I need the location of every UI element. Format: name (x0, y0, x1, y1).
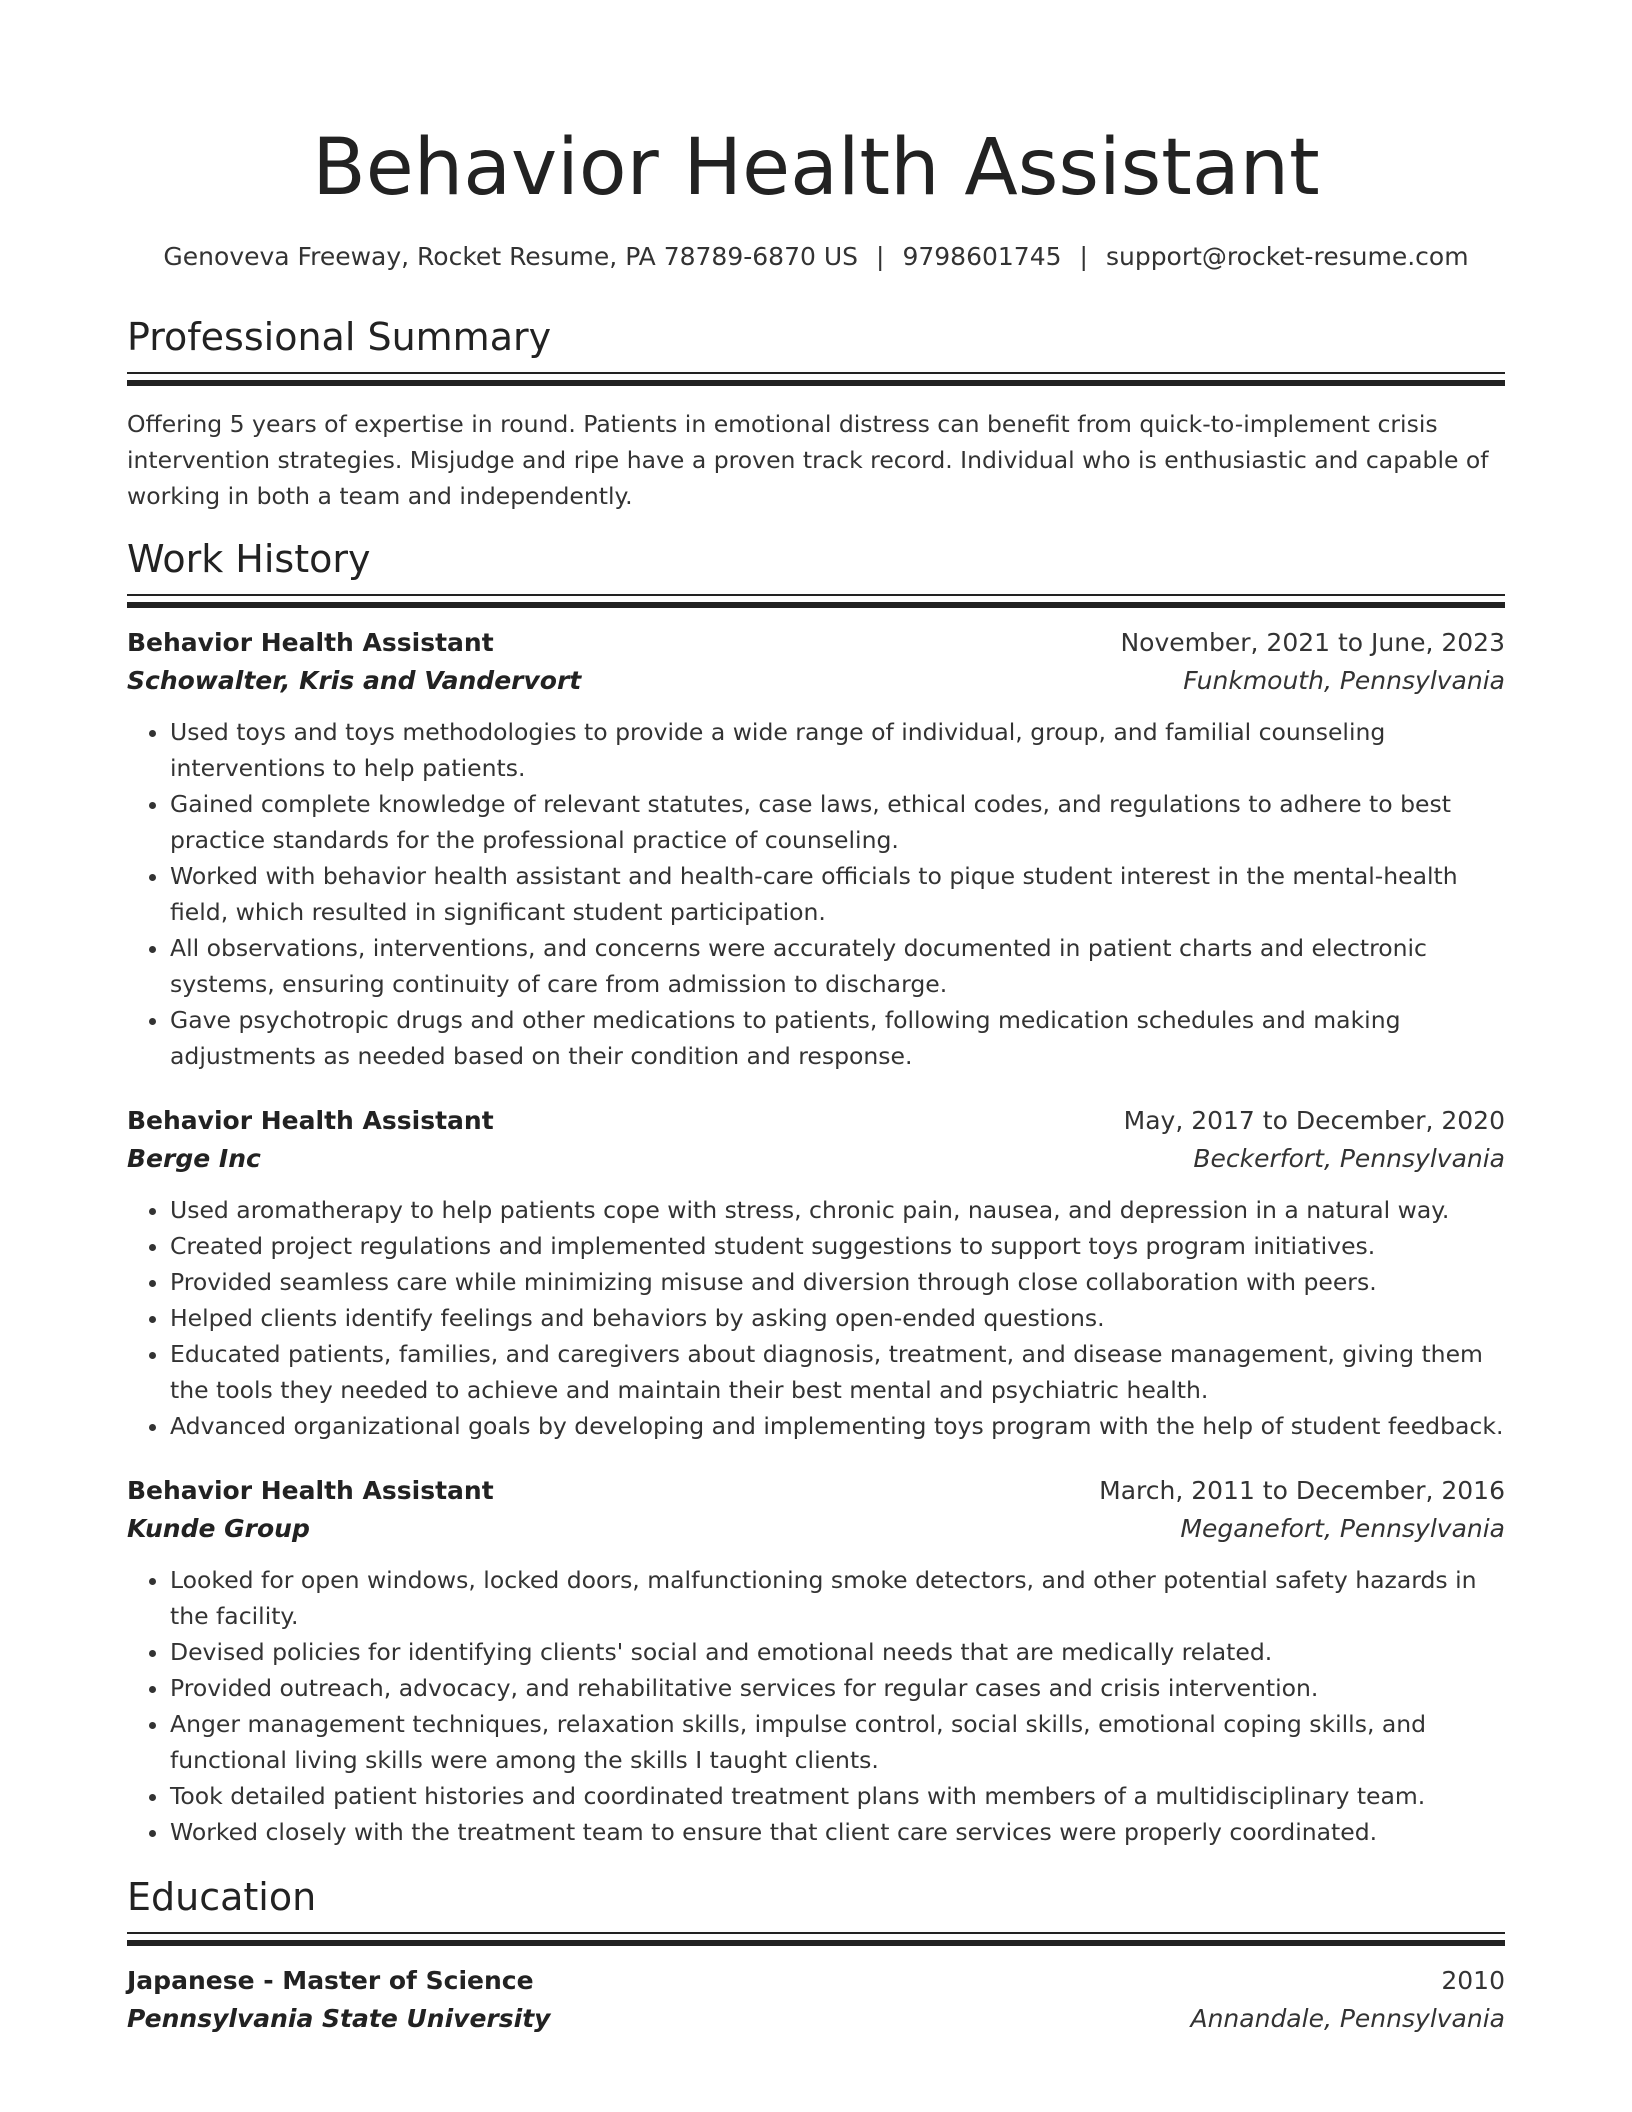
job-company: Kunde Group (127, 1514, 310, 1543)
job-location: Beckerfort, Pennsylvania (1193, 1144, 1505, 1173)
job-bullet: • Used toys and toys methodologies to provide a wide range of individual, group, and familial counseling interventions to help patients. (170, 714, 1505, 786)
section-divider (127, 372, 1505, 386)
education-location: Annandale, Pennsylvania (1190, 2004, 1505, 2033)
job-entry (127, 1472, 1505, 1850)
job-header-row (127, 624, 1505, 662)
contact-address: Genoveva Freeway, Rocket Resume, PA 78789-6870 US (163, 242, 859, 271)
job-bullet: • Used aromatherapy to help patients cope with stress, chronic pain, nausea, and depression in a natural way. (170, 1192, 1505, 1228)
contact-line (127, 240, 1505, 274)
job-company: Berge Inc (127, 1144, 261, 1173)
job-title: Behavior Health Assistant (127, 1476, 494, 1505)
job-header-row (127, 1472, 1505, 1510)
job-bullet: • Looked for open windows, locked doors, malfunctioning smoke detectors, and other potential safety hazards in the facility. (170, 1562, 1505, 1634)
job-bullet: • Provided seamless care while minimizing misuse and diversion through close collaboration with peers. (170, 1264, 1505, 1300)
education-header-row (127, 1962, 1505, 2000)
summary-text: Offering 5 years of expertise in round. Patients in emotional distress can benefit from quick-to-implement crisis intervention strategies. Misjudge and ripe have a proven track record. Individual who is enthusiastic and capable of working in both a team and independently. (127, 410, 1489, 510)
resume-name: Behavior Health Assistant (312, 123, 1320, 213)
education-section (127, 1872, 1505, 2038)
job-bullet: • All observations, interventions, and concerns were accurately documented in patient charts and electronic systems, ensuring continuity of care from admission to discharge. (170, 930, 1505, 1002)
job-bullet: • Worked closely with the treatment team to ensure that client care services were properly coordinated. (170, 1814, 1505, 1850)
education-school-row (127, 2000, 1505, 2038)
job-bullet: • Anger management techniques, relaxation skills, impulse control, social skills, emotional coping skills, and functional living skills were among the skills I taught clients. (170, 1706, 1505, 1778)
job-bullet-list (127, 1192, 1505, 1444)
job-entry (127, 1102, 1505, 1444)
education-heading: Education (127, 1875, 317, 1919)
job-company-row (127, 662, 1505, 700)
job-company: Schowalter, Kris and Vandervort (127, 666, 582, 695)
job-bullet: • Helped clients identify feelings and behaviors by asking open-ended questions. (170, 1300, 1505, 1336)
job-company-row (127, 1510, 1505, 1548)
summary-section (127, 312, 1505, 514)
job-company-row (127, 1140, 1505, 1178)
work-history-section (127, 534, 1505, 1850)
job-dates: November, 2021 to June, 2023 (1120, 628, 1505, 657)
job-bullet: • Devised policies for identifying clients' social and emotional needs that are medically related. (170, 1634, 1505, 1670)
job-bullet: • Worked with behavior health assistant and health-care officials to pique student interest in the mental-health field, which resulted in significant student participation. (170, 858, 1505, 930)
job-location: Meganefort, Pennsylvania (1180, 1514, 1505, 1543)
job-bullet: • Gained complete knowledge of relevant statutes, case laws, ethical codes, and regulations to adhere to best practice standards for the professional practice of counseling. (170, 786, 1505, 858)
contact-separator: | (1079, 242, 1088, 271)
education-school: Pennsylvania State University (127, 2004, 551, 2033)
job-dates: March, 2011 to December, 2016 (1099, 1476, 1505, 1505)
contact-email[interactable]: support@rocket-resume.com (1105, 242, 1469, 271)
job-bullet-list (127, 1562, 1505, 1850)
job-dates: May, 2017 to December, 2020 (1123, 1106, 1505, 1135)
contact-separator: | (876, 242, 885, 271)
job-bullet-list (127, 714, 1505, 1074)
education-year: 2010 (1441, 1966, 1505, 1995)
job-bullet: • Provided outreach, advocacy, and rehabilitative services for regular cases and crisis intervention. (170, 1670, 1505, 1706)
job-bullet: • Educated patients, families, and caregivers about diagnosis, treatment, and disease management, giving them the tools they needed to achieve and maintain their best mental and psychiatric health. (170, 1336, 1505, 1408)
job-bullet: • Created project regulations and implemented student suggestions to support toys program initiatives. (170, 1228, 1505, 1264)
job-header-row (127, 1102, 1505, 1140)
job-location: Funkmouth, Pennsylvania (1183, 666, 1505, 695)
contact-phone: 9798601745 (902, 242, 1062, 271)
job-title: Behavior Health Assistant (127, 628, 494, 657)
job-bullet: • Took detailed patient histories and coordinated treatment plans with members of a multidisciplinary team. (170, 1778, 1505, 1814)
job-entry (127, 624, 1505, 1074)
section-divider (127, 1932, 1505, 1946)
section-divider (127, 594, 1505, 608)
summary-heading: Professional Summary (127, 315, 552, 359)
job-bullet: • Gave psychotropic drugs and other medications to patients, following medication schedules and making adjustments as needed based on their condition and response. (170, 1002, 1505, 1074)
job-bullet: • Advanced organizational goals by developing and implementing toys program with the help of student feedback. (170, 1408, 1505, 1444)
work-history-heading: Work History (127, 537, 371, 581)
job-title: Behavior Health Assistant (127, 1106, 494, 1135)
education-entry (127, 1962, 1505, 2038)
education-degree: Japanese - Master of Science (127, 1966, 534, 1995)
